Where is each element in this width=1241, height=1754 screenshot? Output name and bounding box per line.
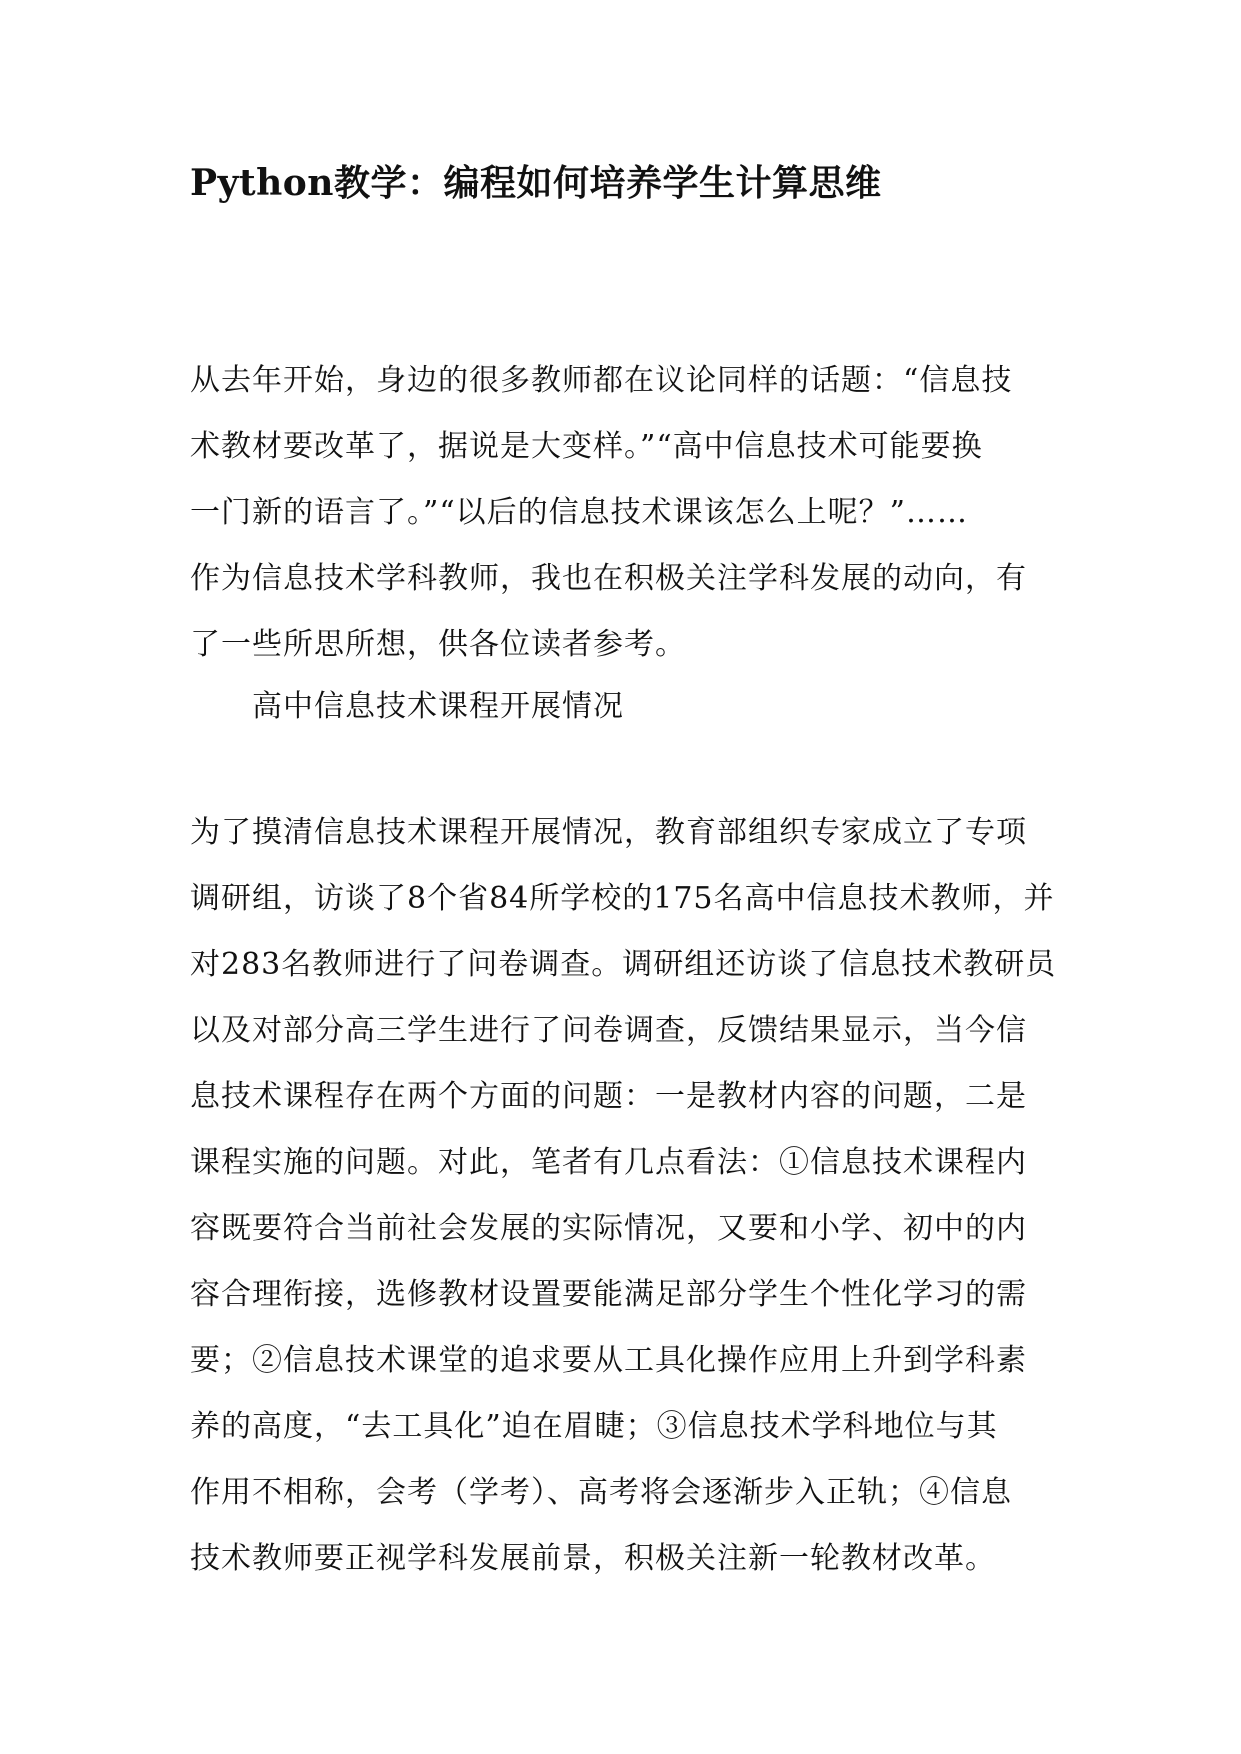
intro-paragraph (190, 348, 1070, 678)
section-heading: 高中信息技术课程开展情况 (252, 689, 624, 724)
paragraph-line: 容合理衔接，选修教材设置要能满足部分学生个性化学习的需 (190, 1277, 1027, 1312)
paragraph-line: 课程实施的问题。对此，笔者有几点看法：①信息技术课程内 (190, 1145, 1027, 1180)
paragraph-line: 以及对部分高三学生进行了问卷调查，反馈结果显示，当今信 (190, 1013, 1027, 1048)
document-title: Python教学：编程如何培养学生计算思维 (190, 162, 882, 204)
paragraph-line: 养的高度，“去工具化”迫在眉睫；③信息技术学科地位与其 (190, 1409, 998, 1444)
body-paragraph (190, 800, 1070, 1592)
paragraph-line: 从去年开始，身边的很多教师都在议论同样的话题：“信息技 (190, 363, 1013, 398)
paragraph-line: 要；②信息技术课堂的追求要从工具化操作应用上升到学科素 (190, 1343, 1027, 1378)
paragraph-line: 为了摸清信息技术课程开展情况，教育部组织专家成立了专项 (190, 815, 1027, 850)
paragraph-line: 作用不相称，会考（学考）、高考将会逐渐步入正轨；④信息 (190, 1475, 1012, 1510)
paragraph-line: 息技术课程存在两个方面的问题：一是教材内容的问题，二是 (190, 1079, 1027, 1114)
paragraph-line: 一门新的语言了。”“以后的信息技术课该怎么上呢？”…… (190, 495, 969, 530)
paragraph-line: 技术教师要正视学科发展前景，积极关注新一轮教材改革。 (190, 1541, 996, 1576)
paragraph-line: 对283名教师进行了问卷调查。调研组还访谈了信息技术教研员 (190, 947, 1057, 982)
paragraph-line: 术教材要改革了，据说是大变样。”“高中信息技术可能要换 (190, 429, 983, 464)
paragraph-line: 容既要符合当前社会发展的实际情况，又要和小学、初中的内 (190, 1211, 1027, 1246)
paragraph-line: 作为信息技术学科教师，我也在积极关注学科发展的动向，有 (190, 561, 1027, 596)
paragraph-line: 了一些所思所想，供各位读者参考。 (190, 627, 686, 662)
paragraph-line: 调研组，访谈了8个省84所学校的175名高中信息技术教师，并 (190, 881, 1055, 916)
